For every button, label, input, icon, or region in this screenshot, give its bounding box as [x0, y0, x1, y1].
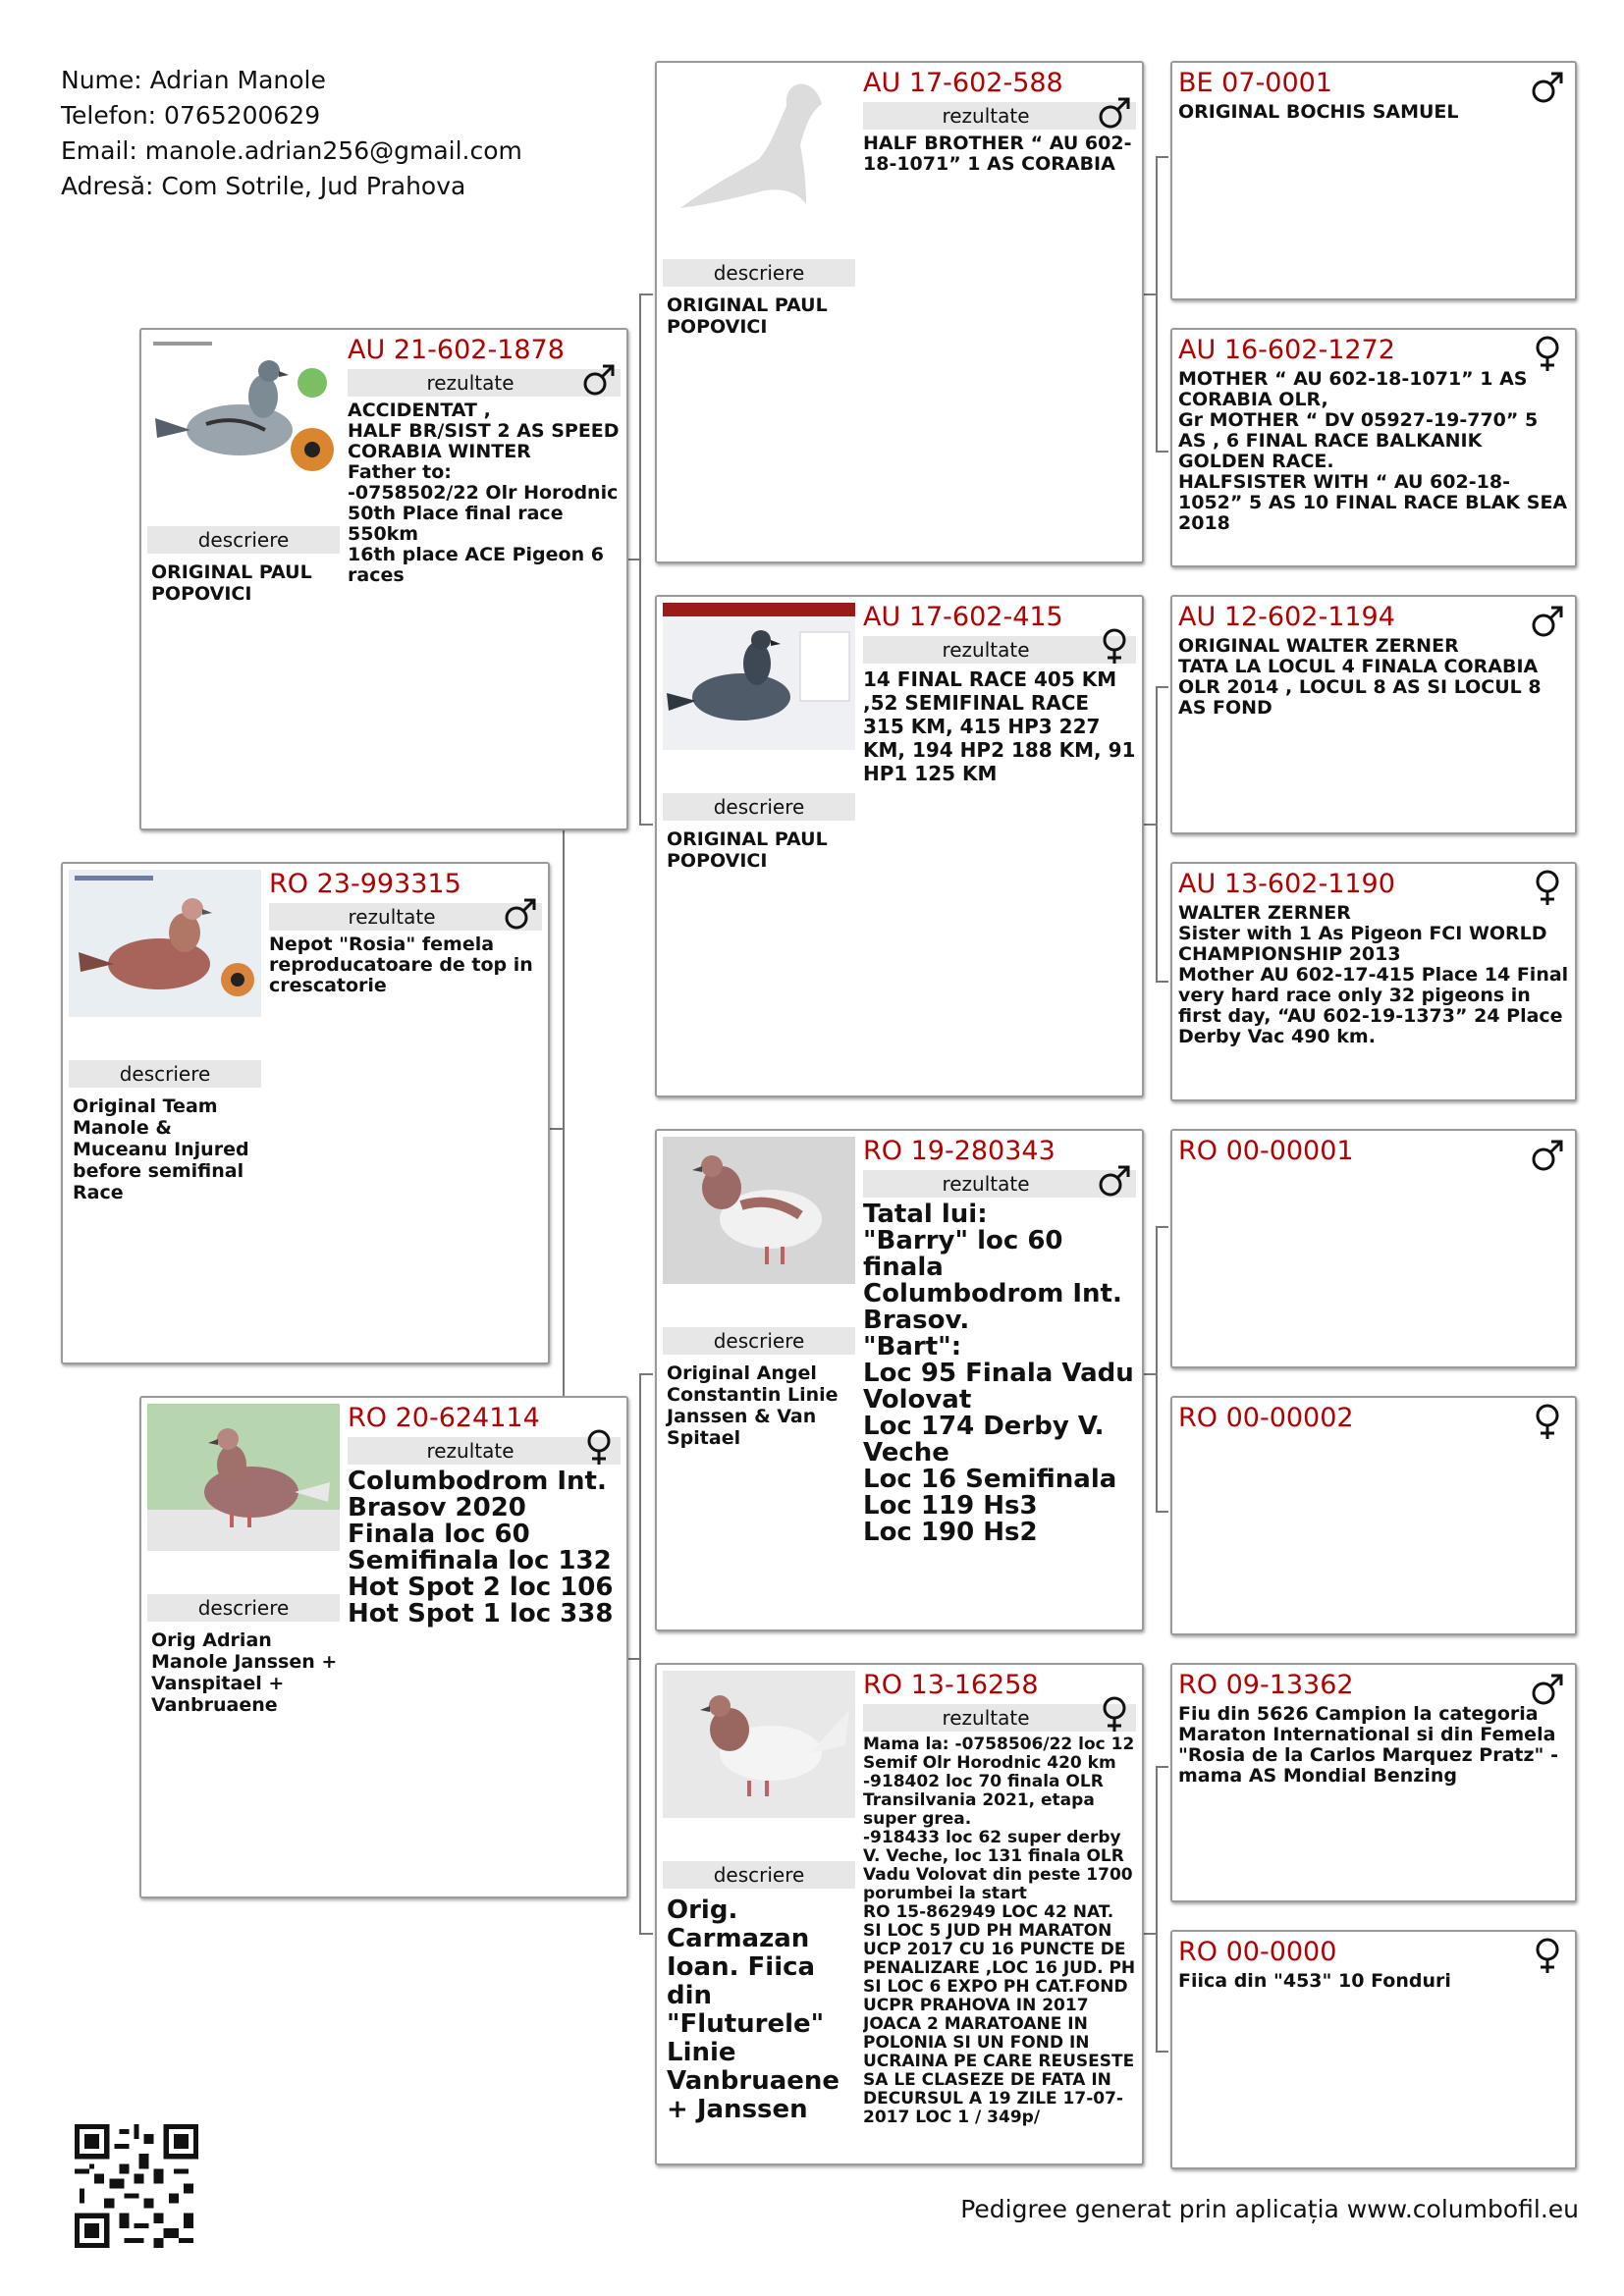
qr-code-icon[interactable] [75, 2124, 198, 2248]
sss-pigeon-card[interactable] [1170, 61, 1577, 300]
ring-number: RO 13-16258 [863, 1670, 1039, 1700]
female-symbol-icon [581, 1427, 617, 1467]
dam-dam-pigeon-card[interactable] [655, 1663, 1144, 2165]
ring-number: RO 00-0000 [1178, 1937, 1337, 1967]
pigeon-notes: Mama la: -0758506/22 loc 12 Semif Olr Horodnic 420 km -918402 loc 70 finala OLR Transilvania 2021, etapa super grea. -918433 loc 62 super derby V. Veche, loc 131 finala OLR Vadu Volovat din peste 1700 porumbei la start RO 15-862949 LOC 42 NAT. SI LOC 5 JUD PH MARATON UCP 2017 CU 16 PUNCTE DE PENALIZARE ,LOC 16 JUD. PH SI LOC 6 EXPO PH CAT.FOND UCPR PRAHOVA IN 2017 JOACA 2 MARATOANE IN POLONIA SI UN FOND IN UCRAINA PE CARE REUSESTE SA LE CLASEZE DE FATA IN DECURSUL A 19 ZILE 17-07-2017 LOC 1 / 349p/ [863, 1735, 1136, 2127]
sds-pigeon-card[interactable] [1170, 595, 1577, 834]
owner-phone: Telefon: 0765200629 [61, 101, 321, 130]
results-button[interactable] [348, 369, 621, 397]
pigeon-notes: HALF BROTHER “ AU 602-18-1071” 1 AS CORABIA [863, 133, 1132, 175]
ring-number: RO 09-13362 [1178, 1670, 1354, 1700]
pigeon-photo[interactable] [147, 336, 340, 483]
ring-number: AU 21-602-1878 [348, 335, 565, 365]
pigeon-icon [663, 1137, 855, 1284]
breeder-text: Original Team Manole & Muceanu Injured before semifinal Race [73, 1095, 249, 1203]
ring-number: RO 20-624114 [348, 1403, 540, 1433]
description-button[interactable]: descriere [147, 1594, 340, 1622]
dss-pigeon-card[interactable] [1170, 1129, 1577, 1368]
pigeon-icon [663, 603, 855, 750]
breeder-text: ORIGINAL PAUL POPOVICI [151, 561, 312, 605]
breeder-text: ORIGINAL PAUL POPOVICI [667, 828, 828, 872]
owner-email[interactable]: Email: manole.adrian256@gmail.com [61, 136, 522, 165]
pigeon-notes: WALTER ZERNER Sister with 1 As Pigeon FCI WORLD CHAMPIONSHIP 2013 Mother AU 602-17-415 Place 14 Final very hard race only 32 pigeons in first day, “AU 602-19-1373” 24 Place Derby Vac 490 km. [1178, 903, 1569, 1047]
results-label: rezultate [426, 371, 514, 395]
male-symbol-icon [1097, 1160, 1132, 1200]
ring-number: AU 12-602-1194 [1178, 602, 1395, 632]
results-button[interactable] [863, 636, 1136, 664]
ring-number: RO 19-280343 [863, 1136, 1056, 1166]
ring-number: RO 00-00002 [1178, 1403, 1354, 1433]
pigeon-icon [147, 336, 340, 483]
pigeon-notes: Fiica din "453" 10 Fonduri [1178, 1971, 1451, 1992]
female-symbol-icon [1530, 1936, 1565, 1975]
footer-credit: Pedigree generat prin aplicația www.columbofil.eu [960, 2195, 1579, 2223]
pigeon-notes: MOTHER “ AU 602-18-1071” 1 AS CORABIA OLR, Gr MOTHER “ DV 05927-19-770” 5 AS , 6 FINAL RACE BALKANIK GOLDEN RACE. HALFSISTER WITH “ AU 602-18-1052” 5 AS 10 FINAL RACE BLAK SEA 2018 [1178, 369, 1568, 534]
pigeon-silhouette-icon [663, 69, 855, 216]
pigeon-notes: ORIGINAL BOCHIS SAMUEL [1178, 102, 1459, 123]
results-label: rezultate [426, 1439, 514, 1463]
sire-pigeon-card[interactable] [139, 328, 628, 830]
results-label: rezultate [942, 1706, 1030, 1730]
ring-number: AU 16-602-1272 [1178, 335, 1395, 365]
ssd-pigeon-card[interactable] [1170, 328, 1577, 567]
male-symbol-icon [1530, 601, 1565, 640]
pigeon-photo[interactable] [663, 1671, 855, 1818]
dam-pigeon-card[interactable] [139, 1396, 628, 1898]
female-symbol-icon [1530, 334, 1565, 373]
pigeon-photo[interactable] [663, 603, 855, 750]
results-button[interactable] [863, 102, 1136, 130]
pigeon-icon [663, 1671, 855, 1818]
pigeon-notes: Tatal lui: "Barry" loc 60 finala Columbodrom Int. Brasov. "Bart": Loc 95 Finala Vadu Volovat Loc 174 Derby V. Veche Loc 16 Semifinala Loc 119 Hs3 Loc 190 Hs2 [863, 1201, 1134, 1546]
ddd-pigeon-card[interactable] [1170, 1930, 1577, 2169]
breeder-text: Original Angel Constantin Linie Janssen & Van Spitael [667, 1362, 839, 1449]
ring-number: RO 00-00001 [1178, 1136, 1354, 1166]
ring-number: RO 23-993315 [269, 869, 461, 899]
female-symbol-icon [1530, 868, 1565, 907]
male-symbol-icon [1530, 1135, 1565, 1174]
sire-dam-pigeon-card[interactable] [655, 595, 1144, 1097]
subject-pigeon-card[interactable] [61, 862, 550, 1364]
results-button[interactable] [348, 1437, 621, 1465]
dsd-pigeon-card[interactable] [1170, 1396, 1577, 1635]
results-label: rezultate [348, 905, 436, 929]
breeder-text: Orig Adrian Manole Janssen + Vanspitael + Vanbruaene [151, 1629, 338, 1716]
pigeon-notes: Columbodrom Int. Brasov 2020 Finala loc 60 Semifinala loc 132 Hot Spot 2 loc 106 Hot Spot 1 loc 338 [348, 1468, 614, 1628]
pigeon-notes: 14 FINAL RACE 405 KM ,52 SEMIFINAL RACE 315 KM, 415 HP3 227 KM, 194 HP2 188 KM, 91 HP1 125 KM [863, 667, 1136, 785]
breeder-text: Orig. Carmazan Ioan. Fiica din "Fluturele" Linie Vanbruaene + Janssen [667, 1896, 840, 2124]
male-symbol-icon [503, 893, 538, 933]
pigeon-photo[interactable] [663, 69, 855, 216]
pigeon-notes: Nepot "Rosia" femela reproducatoare de top in crescatorie [269, 934, 533, 996]
results-button[interactable] [863, 1170, 1136, 1198]
results-label: rezultate [942, 638, 1030, 662]
male-symbol-icon [581, 359, 617, 399]
pigeon-photo[interactable] [147, 1404, 340, 1551]
dam-sire-pigeon-card[interactable] [655, 1129, 1144, 1631]
results-button[interactable] [269, 903, 542, 931]
owner-name: Nume: Adrian Manole [61, 66, 326, 94]
description-button[interactable]: descriere [663, 1327, 855, 1355]
ring-number: BE 07-0001 [1178, 68, 1332, 98]
ring-number: AU 17-602-588 [863, 68, 1063, 98]
description-button[interactable]: descriere [69, 1060, 261, 1088]
dds-pigeon-card[interactable] [1170, 1663, 1577, 1902]
male-symbol-icon [1530, 67, 1565, 106]
pigeon-photo[interactable] [69, 870, 261, 1017]
breeder-text: ORIGINAL PAUL POPOVICI [667, 294, 828, 338]
sire-sire-pigeon-card[interactable] [655, 61, 1144, 563]
ring-number: AU 13-602-1190 [1178, 869, 1395, 899]
description-button[interactable]: descriere [663, 793, 855, 821]
description-button[interactable]: descriere [147, 526, 340, 554]
results-label: rezultate [942, 1172, 1030, 1196]
description-button[interactable]: descriere [663, 1861, 855, 1889]
results-button[interactable] [863, 1704, 1136, 1732]
female-symbol-icon [1097, 1694, 1132, 1734]
male-symbol-icon [1530, 1669, 1565, 1708]
results-label: rezultate [942, 104, 1030, 128]
female-symbol-icon [1097, 626, 1132, 666]
female-symbol-icon [1530, 1402, 1565, 1441]
pigeon-notes: ORIGINAL WALTER ZERNER TATA LA LOCUL 4 FINALA CORABIA OLR 2014 , LOCUL 8 AS SI LOCUL 8 AS FOND [1178, 636, 1542, 719]
ring-number: AU 17-602-415 [863, 602, 1063, 632]
pigeon-photo[interactable] [663, 1137, 855, 1284]
description-button[interactable]: descriere [663, 259, 855, 287]
pigeon-notes: ACCIDENTAT , HALF BR/SIST 2 AS SPEED CORABIA WINTER Father to: -0758502/22 Olr Horodnic 50th Place final race 550km 16th place ACE Pigeon 6 races [348, 400, 620, 586]
owner-address: Adresă: Com Sotrile, Jud Prahova [61, 172, 466, 200]
sdd-pigeon-card[interactable] [1170, 862, 1577, 1101]
pigeon-icon [147, 1404, 340, 1551]
male-symbol-icon [1097, 92, 1132, 132]
pigeon-icon [69, 870, 261, 1017]
pigeon-notes: Fiu din 5626 Campion la categoria Maraton International si din Femela "Rosia de la Carlos Marquez Pratz" - mama AS Mondial Benzing [1178, 1704, 1558, 1787]
